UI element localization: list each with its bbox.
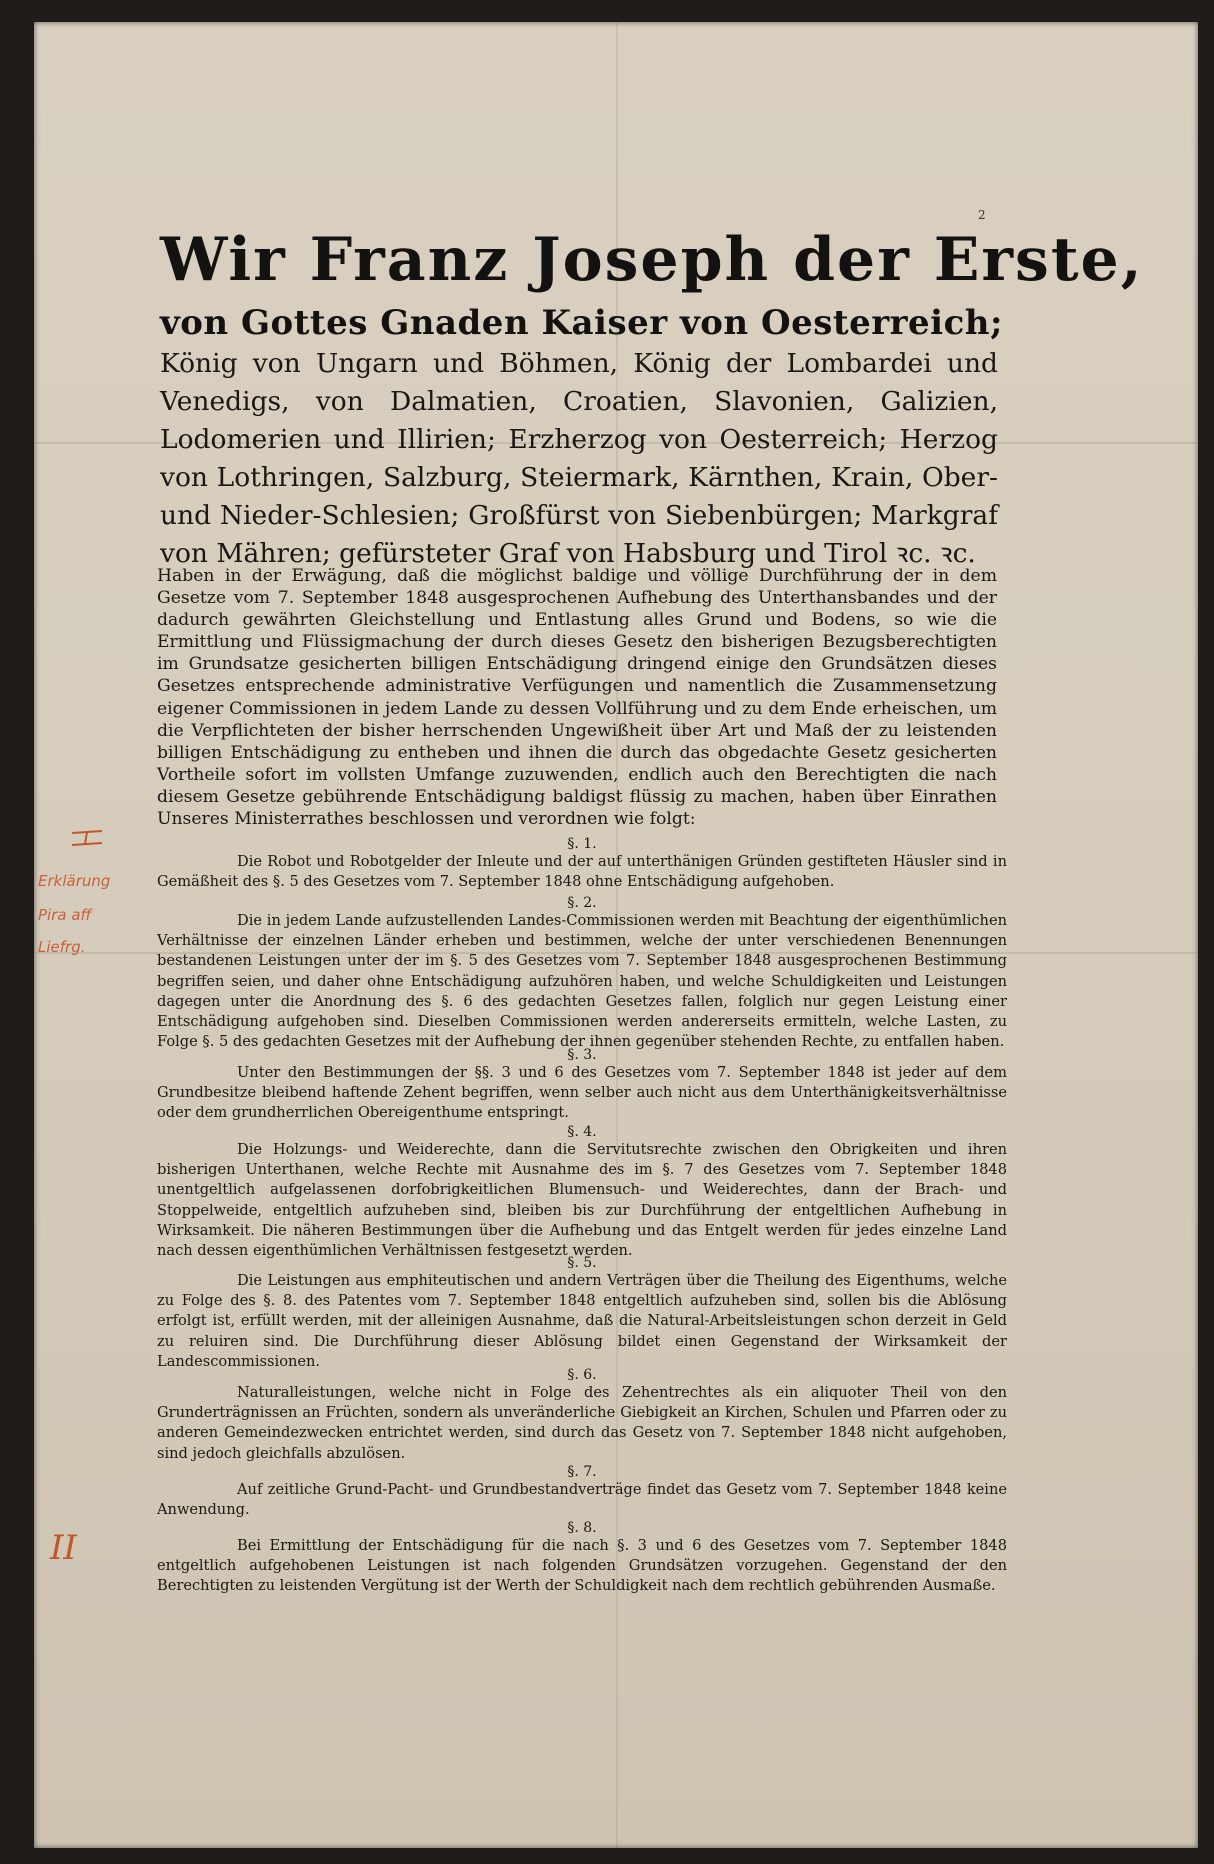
section-3	[157, 1047, 1007, 1124]
section-text: Auf zeitliche Grund-Pacht- und Grundbestandverträge findet das Gesetz vom 7. September 1848 keine Anwendung.	[157, 1481, 1007, 1519]
section-text: Bei Ermittlung der Entschädigung für die nach §. 3 und 6 des Gesetzes vom 7. September 1848 entgeltlich aufgehobenen Leistungen ist nach folgenden Grundsätzen vorzugehen. Gegenstand der den Berechtigten zu leistenden Vergütung ist der Werth der Schuldigkeit nach dem rechtlich gebührenden Ausmaße.	[157, 1537, 1007, 1595]
section-number: §. 6.	[567, 1367, 597, 1383]
document-subtitle: von Gottes Gnaden Kaiser von Oesterreich;	[160, 303, 1004, 343]
margin-note: Erklärung	[38, 872, 111, 890]
section-6	[157, 1367, 1007, 1464]
margin-roman-two: II	[50, 1528, 77, 1568]
section-2	[157, 895, 1007, 1052]
margin-roman-one-mark	[70, 830, 104, 846]
section-number: §. 7.	[567, 1464, 597, 1480]
section-number: §. 3.	[567, 1047, 597, 1063]
section-7	[157, 1464, 1007, 1520]
section-8	[157, 1520, 1007, 1597]
section-5	[157, 1255, 1007, 1372]
document-title: Wir Franz Joseph der Erste,	[160, 225, 1144, 295]
section-text: Unter den Bestimmungen der §§. 3 und 6 des Gesetzes vom 7. September 1848 ist jeder auf dem Grundbesitze bleibend haftende Zehent begriffen, wenn selber auch nicht aus dem Unterthänigkeitsverhältnisse oder dem grundherrlichen Obereigenthume entspringt.	[157, 1064, 1007, 1122]
section-text: Naturalleistungen, welche nicht in Folge des Zehentrechtes als ein aliquoter Theil von den Grunderträgnissen an Früchten, sondern als unveränderliche Giebigkeit an Kirchen, Schulen und Pfarren oder zu anderen Gemeindezwecken entrichtet werden, sind durch das Gesetz von 7. September 1848 nicht aufgehoben, sind jedoch gleichfalls abzulösen.	[157, 1384, 1007, 1462]
section-4	[157, 1124, 1007, 1261]
section-number: §. 8.	[567, 1520, 597, 1536]
page-mark: 2	[978, 208, 986, 222]
preamble-paragraph: Haben in der Erwägung, daß die möglichst baldige und völlige Durchführung der in dem Gesetze vom 7. September 1848 ausgesprochenen Aufhebung des Unterthansbandes und der dadurch gewährten Gleichstellung und Entlastung alles Grund und Bodens, so wie die Ermittlung und Flüssigmachung der durch dieses Gesetz den bisherigen Bezugsberechtigten im Grundsatze gesicherten billigen Entschädigung dringend einige den Grundsätzen dieses Gesetzes entsprechende administrative Verfügungen und namentlich die Zusammensetzung eigener Commissionen in jedem Lande zu dessen Vollführung und zu dem Ende erheischen, um die Verpflichteten der bisher herrschenden Ungewißheit über Art und Maß der zu leistenden billigen Entschädigung zu entheben und ihnen die durch das obgedachte Gesetz gesicherten Vortheile sofort im vollsten Umfange zuzuwenden, endlich auch den Berechtigten die nach diesem Gesetze gebührende Entschädigung baldigst flüssig zu machen, haben über Einrathen Unseres Ministerrathes beschlossen und verordnen wie folgt:	[157, 566, 997, 830]
section-text: Die in jedem Lande aufzustellenden Landes-Commissionen werden mit Beachtung der eigenthümlichen Verhältnisse der einzelnen Länder erheben und bestimmen, welche der unter verschiedenen Benennungen bestandenen Leistungen unter der im §. 5 des Gesetzes vom 7. September 1848 ausgesprochenen Bestimmung begriffen seien, und daher ohne Entschädigung aufzuhören haben, und welche Schuldigkeiten und Leistungen dagegen unter die Anordnung des §. 6 des gedachten Gesetzes fallen, folglich nur gegen Leistung einer Entschädigung aufgehoben sind. Dieselben Commissionen werden andererseits ermitteln, welche Lasten, zu Folge §. 5 des gedachten Gesetzes mit der Aufhebung der ihnen gegenüber stehenden Rechte, zu entfallen haben.	[157, 912, 1007, 1051]
margin-note: Pira aff	[38, 906, 92, 924]
section-number: §. 5.	[567, 1255, 597, 1271]
section-number: §. 4.	[567, 1124, 597, 1140]
section-1	[157, 836, 1007, 892]
margin-note: Liefrg.	[38, 938, 86, 956]
section-number: §. 1.	[567, 836, 597, 852]
section-text: Die Robot und Robotgelder der Inleute und der auf unterthänigen Gründen gestifteten Häusler sind in Gemäßheit des §. 5 des Gesetzes vom 7. September 1848 ohne Entschädigung aufgehoben.	[157, 853, 1007, 891]
section-text: Die Leistungen aus emphiteutischen und andern Verträgen über die Theilung des Eigenthums, welche zu Folge des §. 8. des Patentes vom 7. September 1848 entgeltlich aufzuheben sind, sollen bis die Ablösung erfolgt ist, erfüllt werden, mit der alleinigen Ausnahme, daß die Natural-Arbeitsleistungen schon derzeit in Geld zu reluiren sind. Die Durchführung dieser Ablösung bildet einen Gegenstand der Wirksamkeit der Landescommissionen.	[157, 1272, 1007, 1370]
section-number: §. 2.	[567, 895, 597, 911]
royal-titles: König von Ungarn und Böhmen, König der Lombardei und Venedigs, von Dalmatien, Croatien, Slavonien, Galizien, Lodomerien und Illirien; Erzherzog von Oesterreich; Herzog von Lothringen, Salzburg, Steiermark, Kärnthen, Krain, Ober- und Nieder-Schlesien; Großfürst von Siebenbürgen; Markgraf von Mähren; gefürsteter Graf von Habsburg und Tirol ꝛc. ꝛc.	[160, 348, 998, 569]
section-text: Die Holzungs- und Weiderechte, dann die Servitutsrechte zwischen den Obrigkeiten und ihren bisherigen Unterthanen, welche Rechte mit Ausnahme des im §. 7 des Gesetzes vom 7. September 1848 unentgeltlich aufgelassenen dorfobrigkeitlichen Blumensuch- und Weiderechtes, dann der Brach- und Stoppelweide, entgeltlich aufzuheben sind, bleiben bis zur Durchführung der entgeltlichen Aufhebung in Wirksamkeit. Die näheren Bestimmungen über die Aufhebung und das Entgelt werden für jedes einzelne Land nach dessen eigenthümlichen Verhältnissen festgesetzt werden.	[157, 1141, 1007, 1260]
